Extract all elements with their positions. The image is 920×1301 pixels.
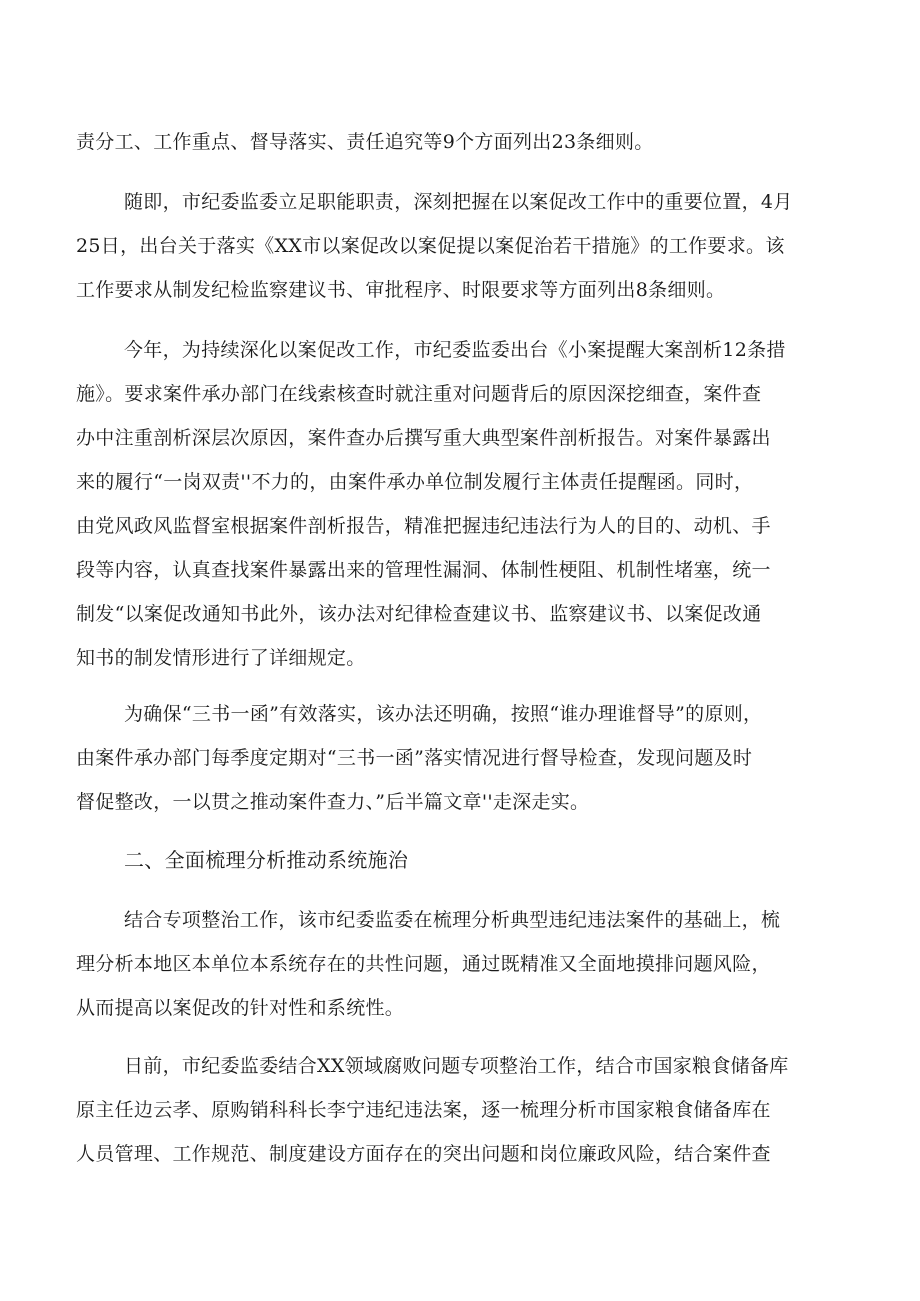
paragraph-1 xyxy=(76,120,856,164)
paragraph-4 xyxy=(76,692,856,824)
paragraph-line: 为确保“三书一函”有效落实，该办法还明确，按照“谁办理谁督导”的原则， xyxy=(124,703,763,725)
paragraph-line: 理分析本地区本单位本系统存在的共性问题，通过既精准又全面地摸排问题风险， xyxy=(76,953,771,975)
paragraph-line: 从而提高以案促改的针对性和系统性。 xyxy=(76,997,405,1019)
paragraph-2 xyxy=(76,180,856,312)
paragraph-line: 施》。要求案件承办部门在线索核查时就注重对问题背后的原因深挖细查，案件查 xyxy=(76,383,762,405)
paragraph-5 xyxy=(76,898,856,1030)
paragraph-line: 随即，市纪委监委立足职能职责，深刻把握在以案促改工作中的重要位置，4月 xyxy=(124,191,793,213)
paragraph-line: 原主任边云孝、原购销科科长李宁违纪违法案，逐一梳理分析市国家粮食储备库在 xyxy=(76,1099,771,1121)
paragraph-line: 制发“以案促改通知书此外，该办法对纪律检查建议书、监察建议书、以案促改通 xyxy=(76,603,762,625)
section-heading: 二、全面梳理分析推动系统施治 xyxy=(124,848,409,872)
paragraph-line: 来的履行“一岗双责''不力的，由案件承办单位制发履行主体责任提醒函。同时， xyxy=(76,471,754,493)
paragraph-line: 日前，市纪委监委结合XX领域腐败问题专项整治工作，结合市国家粮食储备库 xyxy=(124,1055,789,1077)
paragraph-line: 知书的制发情形进行了详细规定。 xyxy=(76,647,366,669)
paragraph-line: 人员管理、工作规范、制度建设方面存在的突出问题和岗位廉政风险，结合案件查 xyxy=(76,1143,771,1165)
paragraph-line: 今年，为持续深化以案促改工作，市纪委监委出台《小案提醒大案剖析12条措 xyxy=(124,339,786,361)
paragraph-line: 督促整改，一以贯之推动案件查力、”后半篇文章''走深走实。 xyxy=(76,791,590,813)
paragraph-line: 工作要求从制发纪检监察建议书、审批程序、时限要求等方面列出8条细则。 xyxy=(76,279,726,301)
paragraph-3 xyxy=(76,328,856,680)
paragraph-line: 结合专项整治工作，该市纪委监委在梳理分析典型违纪违法案件的基础上，梳 xyxy=(124,909,781,931)
paragraph-line: 办中注重剖析深层次原因，案件查办后撰写重大典型案件剖析报告。对案件暴露出 xyxy=(76,427,771,449)
paragraph-line: 由党风政风监督室根据案件剖析报告，精准把握违纪违法行为人的目的、动机、手 xyxy=(76,515,771,537)
paragraph-line: 由案件承办部门每季度定期对“三书一函”落实情况进行督导检查，发现问题及时 xyxy=(76,747,753,769)
paragraph-line: 责分工、工作重点、督导落实、责任追究等9个方面列出23条细则。 xyxy=(76,131,654,153)
paragraph-line: 段等内容，认真查找案件暴露出来的管理性漏洞、体制性梗阻、机制性堵塞，统一 xyxy=(76,559,771,581)
paragraph-line: 25日，出台关于落实《XX市以案促改以案促提以案促治若干措施》的工作要求。该 xyxy=(76,235,785,257)
paragraph-6 xyxy=(76,1044,856,1176)
